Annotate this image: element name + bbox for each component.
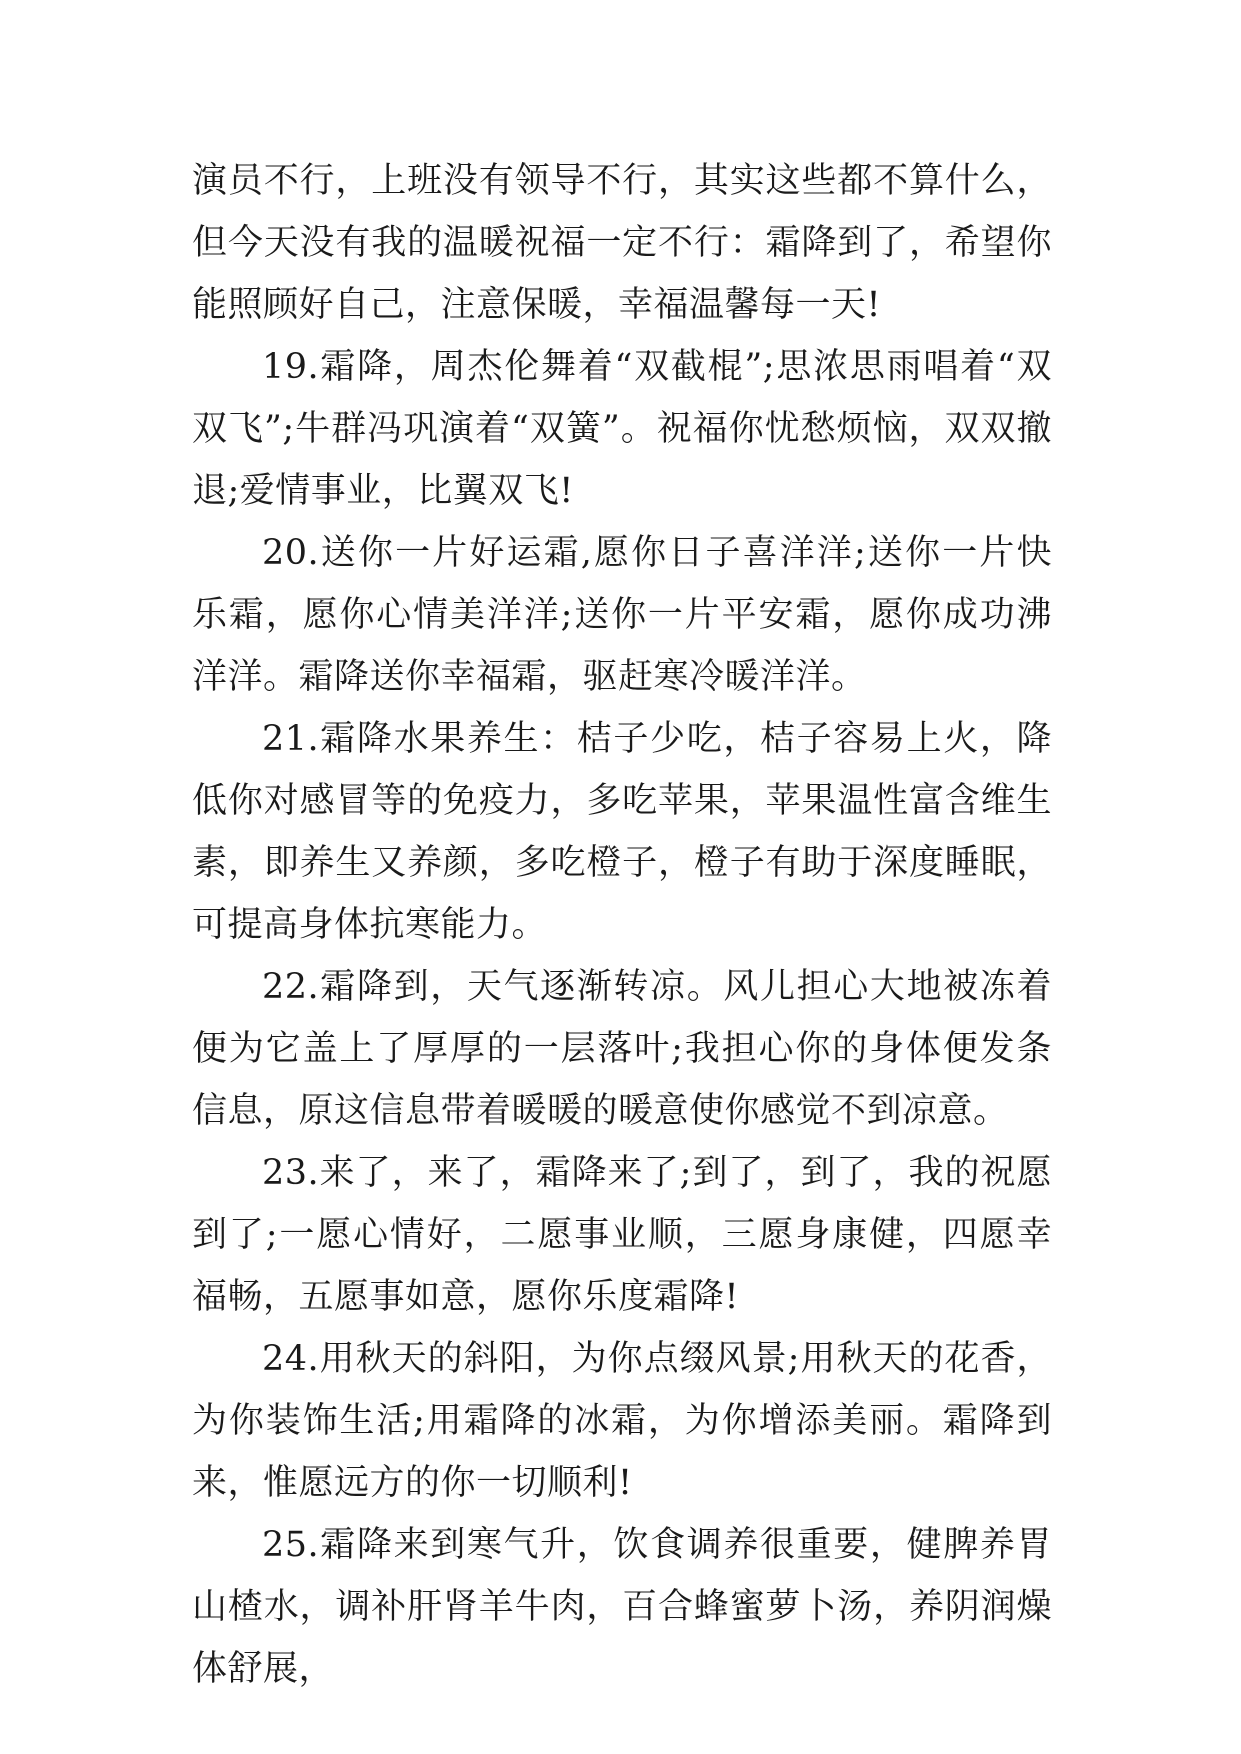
document-body	[192, 150, 1052, 1700]
paragraph-25: 25.霜降来到寒气升，饮食调养很重要，健脾养胃山楂水，调补肝肾羊牛肉，百合蜂蜜萝卜汤，养阴润燥体舒展，	[192, 1525, 1052, 1689]
paragraph-18-continuation: 演员不行，上班没有领导不行，其实这些都不算什么，但今天没有我的温暖祝福一定不行：霜降到了，希望你能照顾好自己，注意保暖，幸福温馨每一天!	[192, 161, 1052, 325]
paragraph-21: 21.霜降水果养生：桔子少吃，桔子容易上火，降低你对感冒等的免疫力，多吃苹果，苹果温性富含维生素，即养生又养颜，多吃橙子，橙子有助于深度睡眠，可提高身体抗寒能力。	[192, 719, 1052, 945]
paragraph-24: 24.用秋天的斜阳，为你点缀风景;用秋天的花香，为你装饰生活;用霜降的冰霜，为你增添美丽。霜降到来，惟愿远方的你一切顺利!	[192, 1339, 1052, 1503]
paragraph-20: 20.送你一片好运霜,愿你日子喜洋洋;送你一片快乐霜，愿你心情美洋洋;送你一片平安霜，愿你成功沸洋洋。霜降送你幸福霜，驱赶寒冷暖洋洋。	[192, 533, 1052, 697]
paragraph-23: 23.来了，来了，霜降来了;到了，到了，我的祝愿到了;一愿心情好，二愿事业顺，三愿身康健，四愿幸福畅，五愿事如意，愿你乐度霜降!	[192, 1153, 1052, 1317]
paragraph-19: 19.霜降，周杰伦舞着“双截棍”;思浓思雨唱着“双双飞”;牛群冯巩演着“双簧”。祝福你忧愁烦恼，双双撤退;爱情事业，比翼双飞!	[192, 347, 1052, 511]
paragraph-22: 22.霜降到，天气逐渐转凉。风儿担心大地被冻着便为它盖上了厚厚的一层落叶;我担心你的身体便发条信息，原这信息带着暖暖的暖意使你感觉不到凉意。	[192, 967, 1052, 1131]
